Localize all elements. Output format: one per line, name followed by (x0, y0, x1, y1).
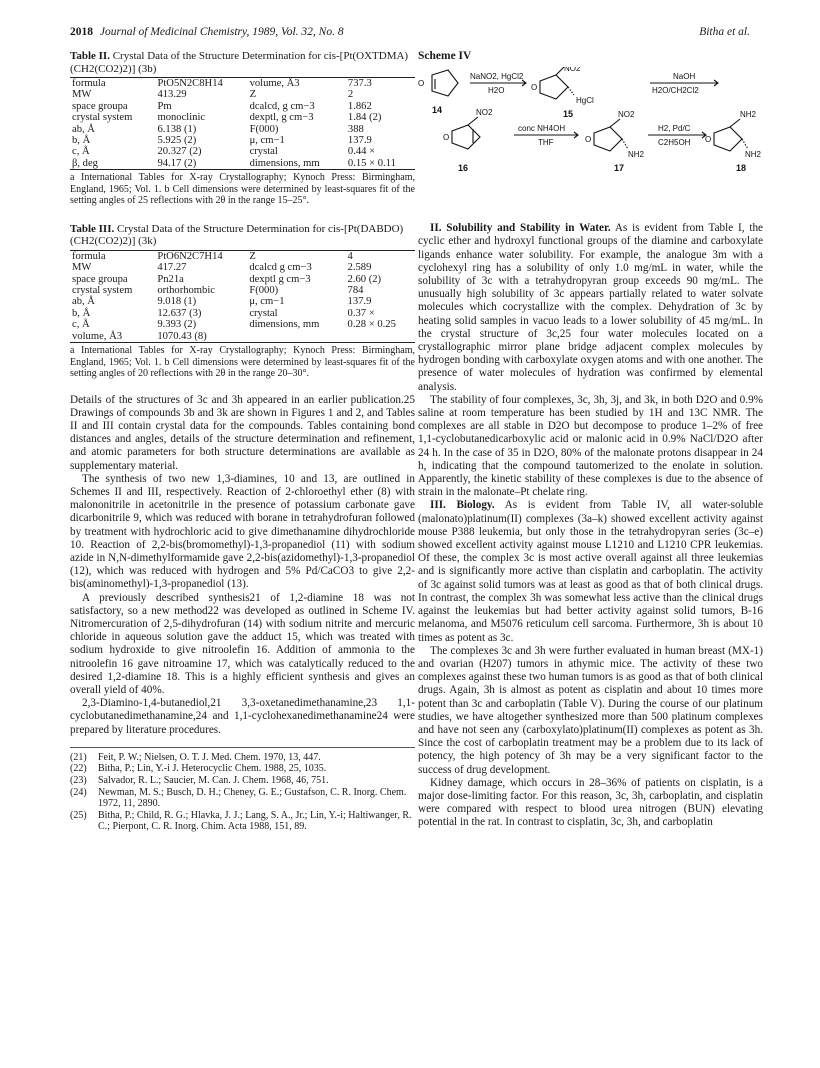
table-cell: 388 (347, 123, 364, 135)
oxygen-label: O (418, 79, 425, 89)
table2 (70, 77, 415, 170)
table-cell: dexptl, g cm−3 (249, 112, 314, 124)
ring-14 (432, 70, 458, 96)
table-cell: b, Å (72, 135, 91, 147)
table-cell: 0.44 × (347, 146, 376, 158)
table-cell: 784 (347, 284, 364, 296)
reference-text: Bitha, P.; Child, R. G.; Hlavka, J. J.; Lang, S. A., Jr.; Lin, Y.-i; Haltiwanger, R. C.; Pierpont, C. R. Inorg. Chim. Acta 1988, 151, 89. (98, 809, 412, 833)
table-row (70, 101, 415, 112)
table-row (70, 319, 415, 330)
table-cell: 94.17 (2) (157, 157, 197, 169)
table-cell: 4 (347, 250, 353, 262)
table-cell: crystal system (72, 284, 133, 296)
oxygen-label: O (443, 133, 450, 143)
reference-text: Bitha, P.; Lin, Y.-i J. Heterocyclic Chem. 1988, 25, 1035. (98, 763, 327, 775)
oxygen-label: O (531, 83, 538, 93)
paragraph: Kidney damage, which occurs in 28–36% of patients on cisplatin, is a major dose-limiting factor. For this reason, 3c, 3h, carboplatin, and cisplatin were compared with respect to blood urea nitrogen (BUN) elevating potential in the rat. In contrast to cisplatin, 3c, 3h, and carboplatin (418, 776, 763, 829)
table-cell: 413.29 (157, 89, 187, 101)
table3-label: Table III. (70, 222, 115, 235)
table2-caption (70, 50, 415, 75)
reagent-1-bottom: H2O (488, 86, 505, 96)
spacer (70, 380, 415, 394)
ring-17 (594, 127, 622, 151)
table-cell: 9.393 (2) (157, 319, 197, 331)
no2-label: NO2 (564, 67, 581, 74)
table-row (70, 89, 415, 100)
table-cell: PtO6N2C7H14 (157, 250, 223, 262)
reference-item (70, 752, 415, 764)
table-cell: F(000) (249, 123, 279, 135)
table-cell: Z (249, 250, 256, 262)
ring-18 (714, 127, 742, 151)
table-cell: 1070.43 (8) (157, 330, 207, 342)
authors-text: Bitha et al. (699, 26, 750, 38)
bond-nh2-18a (730, 119, 740, 127)
table-row (70, 262, 415, 273)
table-row (70, 296, 415, 307)
table-cell: 0.37 × (347, 307, 375, 319)
table-cell: μ, cm−1 (249, 135, 285, 147)
table-cell: MW (72, 89, 92, 101)
table-cell: Pn21a (157, 273, 184, 285)
table-cell: ab, Å (72, 296, 95, 308)
table2-title: Crystal Data of the Structure Determination for cis-[Pt(OXTDMA)(CH2(CO2)2)] (3b) (70, 50, 409, 75)
right-column (418, 50, 763, 830)
table-cell: c, Å (72, 319, 90, 331)
page-number: 2018 (70, 26, 93, 38)
compound-15-label: 15 (563, 109, 574, 120)
reagent-3-bottom: THF (538, 138, 554, 148)
table2-label: Table II. (70, 50, 110, 62)
table-cell: b, Å (72, 307, 91, 319)
table-row (70, 124, 415, 135)
paragraph: The stability of four complexes, 3c, 3h, 3j, and 3k, in both D2O and 0.9% saline at room temperature has been studied by 1H and 13C NMR. The complexes are all stable in D2O but decompose to produce 1–2% of free 1,1-cyclobutanedicarboxylic acid or malonic acid in 0.9% NaCl/D2O after 24 h. In the case of 35 in D2O, 80% of the malonate protons disappear in 24 h, indicating that the compound tautomerized to the enolate in solution. Apparently, the kinetic stability of these complexes is due to the absence of strain in the malonate–Pt chelate ring. (418, 393, 763, 499)
no2-label: NO2 (618, 110, 635, 120)
table-row (70, 158, 415, 170)
table2-footnote: a International Tables for X-ray Crystallography; Kynoch Press: Birmingham, England, 1965; Vol. 1. b Cell dimensions were determined by least-squares fit of the setting angles of 25 reflections with 2θ in the range 15–25°. (70, 172, 415, 207)
table-row (70, 308, 415, 319)
scheme-title: Scheme IV (418, 50, 472, 62)
journal-title: Journal of Medicinal Chemistry, 1989, Vol. 32, No. 8 (99, 26, 344, 38)
table-cell: MW (72, 262, 92, 274)
compound-16-label: 16 (458, 163, 469, 174)
table-cell: 1.84 (2) (347, 112, 382, 124)
table3-footnote: a International Tables for X-ray Crystallography; Kynoch Press: Birmingham, England, 1965; Vol. 1. b Cell dimensions were determined by least-squares fit of the setting angles of 20 reflections with 2θ in the range 20–30°. (70, 345, 415, 379)
reagent-1-top: NaNO2, HgCl2 (470, 72, 524, 82)
header-authors (699, 26, 750, 42)
ring-15 (540, 75, 568, 99)
table-cell: 2 (347, 89, 354, 101)
reference-number: (21) (70, 751, 87, 763)
table-cell: 737.3 (347, 78, 372, 89)
table-cell: 12.637 (3) (157, 307, 202, 319)
table-cell: crystal (249, 307, 278, 319)
table-cell (247, 331, 345, 343)
table-cell: space groupa (72, 100, 128, 112)
table-cell: dimensions, mm (249, 157, 320, 169)
reagent-2-top: NaOH (673, 72, 696, 82)
hgcl-label: HgCl (576, 96, 594, 106)
table-row (70, 250, 415, 262)
table-cell: 9.018 (1) (157, 296, 197, 308)
reagent-3-top: conc NH4OH (518, 124, 566, 134)
reference-text: Salvador, R. L.; Saucier, M. Can. J. Chem. 1968, 46, 751. (98, 774, 329, 786)
table-cell: space groupa (72, 273, 128, 285)
table-cell: formula (72, 78, 106, 89)
reference-item (70, 775, 415, 787)
table-cell: orthorhombic (157, 284, 215, 296)
table-cell: 2.60 (2) (347, 273, 382, 285)
table-row (70, 112, 415, 123)
table-row (70, 331, 415, 343)
reagent-4-top: H2, Pd/C (658, 124, 691, 134)
no2-label: NO2 (476, 108, 493, 118)
table-cell: formula (72, 250, 106, 262)
table-cell: 137.9 (347, 135, 372, 147)
table-cell: β, deg (72, 157, 98, 169)
table-cell: 0.15 × 0.11 (347, 157, 396, 169)
reference-number: (25) (70, 809, 87, 821)
table-cell: Pm (157, 100, 172, 112)
spacer (70, 207, 415, 223)
bond-hgcl-15 (568, 87, 574, 95)
table-cell: ab, Å (72, 123, 95, 135)
reference-number: (22) (70, 763, 87, 775)
table-cell: 20.327 (2) (157, 146, 202, 158)
reference-item (70, 763, 415, 775)
section-3-text: As is evident from Table IV, all water-soluble (malonato)platinum(II) complexes (3a–k) showed excellent activity against mouse P388 leukemia, but only those in the tetrahydropyran series (3c–e) showed excellent activity against mouse L1210 and L1210 CPR leukemias. Of these, the complex 3c is most active overall against all three leukemias and is significantly more active than cisplatin and carboplatin. The activity of 3c against solid tumors was at least as good as that of both clinical drugs. In contrast, the complex 3h was somewhat less active than the clinical drugs against the leukemias but had better activity against solid tumors, B-16 melanoma, and M5076 reticulum cell sarcoma. Furthermore, 3h is about 10 times as potent as 3c. (418, 499, 763, 644)
table-row (70, 285, 415, 296)
table-cell: 5.925 (2) (157, 135, 197, 147)
nh2-label: NH2 (740, 110, 757, 120)
compound-14-label: 14 (432, 105, 443, 116)
table-cell: dimensions, mm (249, 319, 320, 331)
table-cell: dcalcd g cm−3 (249, 262, 312, 274)
section-3-paragraph-1 (418, 499, 763, 644)
paragraph: A previously described synthesis21 of 1,2-diamine 18 was not satisfactory, so a new method22 was developed as outlined in Scheme IV. Nitromercuration of 2,5-dihydrofuran (14) with sodium nitrite and mercuric chloride in aqueous solution gave the adduct 15, which was treated with sodium hydroxide to give nitroolefin 16. Addition of ammonia to the nitroolefin 16 gave nitroamine 17, which was catalytically reduced to the desired 1,2-diamine 18. This is a highly efficient synthesis and gives an overall yield of 40%. (70, 591, 415, 696)
table-cell: 137.9 (347, 296, 372, 308)
paragraph: Details of the structures of 3c and 3h appeared in an earlier publication.25 Drawings of compounds 3b and 3k are shown in Figures 1 and 2, and Tables II and III contain crystal data for the compounds. Tables containing bond distances and angles, details of the structure determination and refinement, and atomic parameters for both structure determinations are available as supplementary material. (70, 393, 415, 472)
table-cell: volume, Å3 (72, 330, 123, 342)
table-cell: dexptl g cm−3 (249, 273, 311, 285)
oxygen-label: O (705, 135, 712, 145)
table-cell: F(000) (249, 284, 279, 296)
table-cell: PtO5N2C8H14 (157, 78, 223, 89)
nh2-label: NH2 (745, 150, 762, 160)
ring-16 (452, 125, 480, 149)
bond-no2-15 (556, 67, 564, 75)
table-cell: 0.28 × 0.25 (347, 319, 396, 331)
table-cell: monoclinic (157, 112, 206, 124)
table-cell: crystal (249, 146, 278, 158)
table-cell: 417.27 (157, 262, 187, 274)
oxygen-label: O (585, 135, 592, 145)
paragraph: The synthesis of two new 1,3-diamines, 10 and 13, are outlined in Schemes II and III, respectively. Reaction of 2-chloroethyl ether (8) with malononitrile in acetonitrile in the presence of potassium carbonate gave dicarbonitrile 9, which was reduced with borane in tetrahydrofuran followed by treatment with hydrochloric acid to give dimethanamine dihydrochloride 10. Reaction of 2,2-bis(bromomethyl)-1,3-propanediol (11) with sodium azide in N,N-dimethylformamide gave 2,2-bis(azidomethyl)-1,3-propanediol (12), which was reduced with hydrogen and 5% Pd/CaCO3 to give 2,2-bis(aminomethyl)-1,3-propanediol (13). (70, 472, 415, 591)
table-row (70, 274, 415, 285)
section-2-text: As is evident from Table I, the cyclic ether and hydroxyl functional groups of the diamine and carboxylate ligands enhance water solubility. For example, the analogue 3m with a cyclohexyl ring has a solubility of only 1.0 mg/mL in water, while the solubility of 3c with a tetrahydropyran group exceeds 90 mg/mL. The unusually high solubility of 3c appears partially related to water solvate molecules which cocrystallize with the complex. Dehydration of 3c by heating solid samples in vacuo leads to a lower solubility of 45 mg/mL. In the crystal structure of 3c,25 four water molecules located on a crystallographic mirror plane bridge adjacent complex molecules by hydrogen bonding with carboxylate oxygen atoms and with one another. The presence of water molecules of hydration was confirmed by elemental analysis. (418, 222, 764, 393)
paragraph: The complexes 3c and 3h were further evaluated in human breast (MX-1) and ovarian (H207) tumors in athymic mice. The activity of these two complexes against these two human tumors is as good as that of both clinical drugs. Again, 3h is almost as potent as cisplatin and about 10 times more potent than 3c and carboplatin (Table V). During the course of our platinum studies, we have altogether synthesized more than 500 platinum complexes and have not seen any (carboxylato)platinum(II) complexes as potent as 3h. Since the cost of carboplatin treatment may be a problem due to its lack of potency, the high potency of 3h may be a very significant factor to the success of drug development. (418, 644, 763, 776)
reference-number: (23) (70, 774, 87, 786)
reference-item (70, 787, 415, 810)
reagent-2-bottom: H2O/CH2Cl2 (652, 86, 699, 96)
section-2-heading: II. Solubility and Stability in Water. (430, 222, 611, 235)
table-cell: 2.589 (347, 262, 372, 274)
bond-nh2-17 (622, 139, 628, 149)
section-3-heading: III. Biology. (430, 499, 495, 512)
compound-17-label: 17 (614, 163, 625, 174)
reference-item (70, 810, 415, 833)
page-header (70, 26, 750, 42)
table3-title: Crystal Data of the Structure Determination for cis-[Pt(DABDO)(CH2(CO2)2)] (3k) (70, 222, 404, 248)
table-cell: crystal system (72, 112, 133, 124)
paragraph: 2,3-Diamino-1,4-butanediol,21 3,3-oxetanedimethanamine,23 1,1-cyclobutanedimethanamine,24 and 1,1-cyclohexanedimethanamine24 were prepared by literature procedures. (70, 697, 415, 736)
table-cell: Z (249, 89, 257, 101)
table-cell: dcalcd, g cm−3 (249, 100, 315, 112)
table-cell: μ, cm−1 (249, 296, 285, 308)
reference-number: (24) (70, 786, 87, 798)
bond-no2-17 (610, 119, 620, 127)
left-column (70, 50, 415, 833)
scheme-svg (418, 67, 763, 217)
table-cell (346, 331, 415, 343)
reference-text: Feit, P. W.; Nielsen, O. T. J. Med. Chem. 1970, 13, 447. (98, 751, 321, 763)
table-cell: 6.138 (1) (157, 123, 197, 135)
reference-text: Newman, M. S.; Busch, D. H.; Cheney, G. E.; Gustafson, C. R. Inorg. Chem. 1972, 11, 2890. (98, 786, 407, 810)
reagent-4-bottom: C2H5OH (658, 138, 691, 148)
table-cell: 1.862 (347, 100, 372, 112)
section-2-paragraph-1 (418, 222, 763, 394)
table-cell: c, Å (72, 146, 90, 158)
table-row (70, 135, 415, 146)
table-row (70, 78, 415, 90)
scheme-iv-diagram (418, 67, 763, 222)
table-cell: volume, Å3 (249, 78, 300, 89)
table-row (70, 146, 415, 157)
table3 (70, 250, 415, 343)
references (70, 747, 415, 833)
bond-nh2-18b (742, 139, 748, 149)
header-left (70, 26, 344, 42)
compound-18-label: 18 (736, 163, 747, 174)
bond-no2-16 (468, 117, 478, 125)
table3-caption (70, 223, 415, 248)
nh2-label: NH2 (628, 150, 645, 160)
